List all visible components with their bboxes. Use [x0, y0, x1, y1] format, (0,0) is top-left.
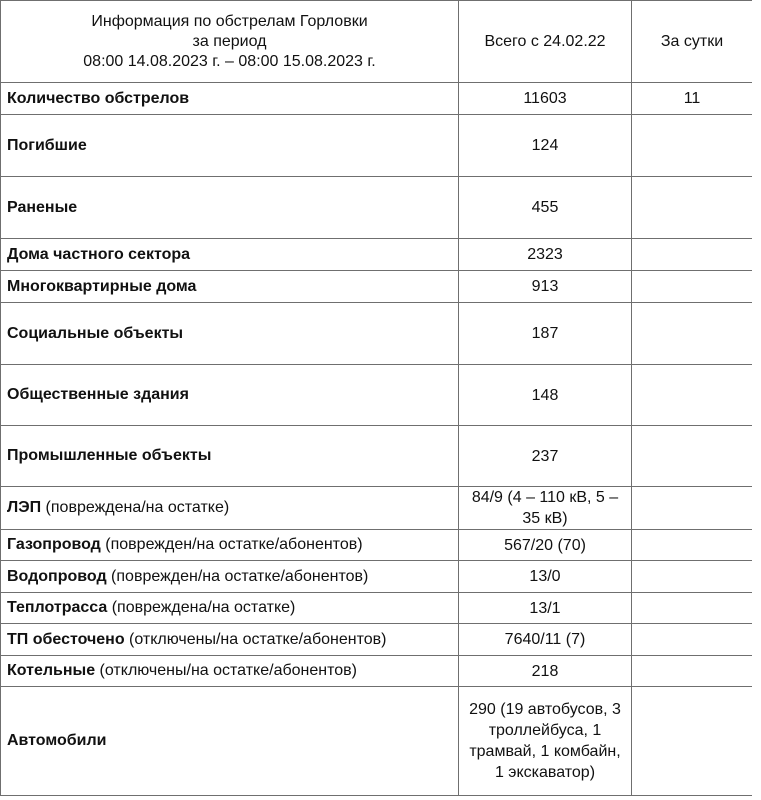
row-label: ЛЭП (повреждена/на остатке): [1, 487, 459, 530]
table-row: [1, 624, 753, 656]
table-row: [1, 687, 753, 796]
table-row: [1, 239, 753, 271]
row-day: [632, 271, 753, 303]
row-total: 290 (19 автобусов, 3 троллейбуса, 1 трамвай, 1 комбайн, 1 экскаватор): [459, 687, 632, 796]
row-total: 124: [459, 115, 632, 177]
title-line-2: за период: [192, 32, 267, 50]
row-label: Дома частного сектора: [1, 239, 459, 271]
row-total: 13/1: [459, 593, 632, 624]
row-total: 13/0: [459, 561, 632, 593]
row-day: [632, 656, 753, 687]
row-total: 7640/11 (7): [459, 624, 632, 656]
table-row: [1, 561, 753, 593]
row-label: Погибшие: [1, 115, 459, 177]
table-row: [1, 487, 753, 530]
column-header-total: Всего с 24.02.22: [459, 1, 632, 83]
row-day: [632, 624, 753, 656]
row-total: 218: [459, 656, 632, 687]
row-total: 913: [459, 271, 632, 303]
title-line-3: 08:00 14.08.2023 г. – 08:00 15.08.2023 г.: [83, 52, 376, 70]
row-label: Водопровод (поврежден/на остатке/абонентов): [1, 561, 459, 593]
row-label: Количество обстрелов: [1, 83, 459, 115]
page-edge: [752, 0, 761, 800]
table-row: [1, 177, 753, 239]
row-total: 11603: [459, 83, 632, 115]
row-day: [632, 593, 753, 624]
row-total: 2323: [459, 239, 632, 271]
title-line-1: Информация по обстрелам Горловки: [91, 12, 368, 30]
table-row: [1, 83, 753, 115]
row-day: [632, 177, 753, 239]
row-total: 84/9 (4 – 110 кВ, 5 – 35 кВ): [459, 487, 632, 530]
row-label: Газопровод (поврежден/на остатке/абонентов): [1, 530, 459, 561]
report-title: [1, 1, 459, 83]
table-row: [1, 115, 753, 177]
table-row: [1, 656, 753, 687]
row-label: ТП обесточено (отключены/на остатке/абонентов): [1, 624, 459, 656]
row-day: [632, 561, 753, 593]
row-label: Теплотрасса (повреждена/на остатке): [1, 593, 459, 624]
row-day: [632, 487, 753, 530]
column-header-day: За сутки: [632, 1, 753, 83]
row-label: Котельные (отключены/на остатке/абонентов): [1, 656, 459, 687]
row-total: 567/20 (70): [459, 530, 632, 561]
row-total: 237: [459, 426, 632, 487]
row-label: Промышленные объекты: [1, 426, 459, 487]
table-row: [1, 271, 753, 303]
table-row: [1, 303, 753, 365]
row-day: [632, 239, 753, 271]
table-row: [1, 426, 753, 487]
row-day: [632, 687, 753, 796]
row-total: 187: [459, 303, 632, 365]
row-total: 148: [459, 365, 632, 426]
row-total: 455: [459, 177, 632, 239]
row-day: [632, 365, 753, 426]
row-day: [632, 115, 753, 177]
header-row: [1, 1, 753, 83]
row-day: [632, 426, 753, 487]
row-day: [632, 303, 753, 365]
row-day: [632, 530, 753, 561]
row-day: 11: [632, 83, 753, 115]
row-label: Многоквартирные дома: [1, 271, 459, 303]
row-label: Социальные объекты: [1, 303, 459, 365]
row-label: Раненые: [1, 177, 459, 239]
table-row: [1, 530, 753, 561]
row-label: Автомобили: [1, 687, 459, 796]
row-label: Общественные здания: [1, 365, 459, 426]
table-row: [1, 593, 753, 624]
table-row: [1, 365, 753, 426]
